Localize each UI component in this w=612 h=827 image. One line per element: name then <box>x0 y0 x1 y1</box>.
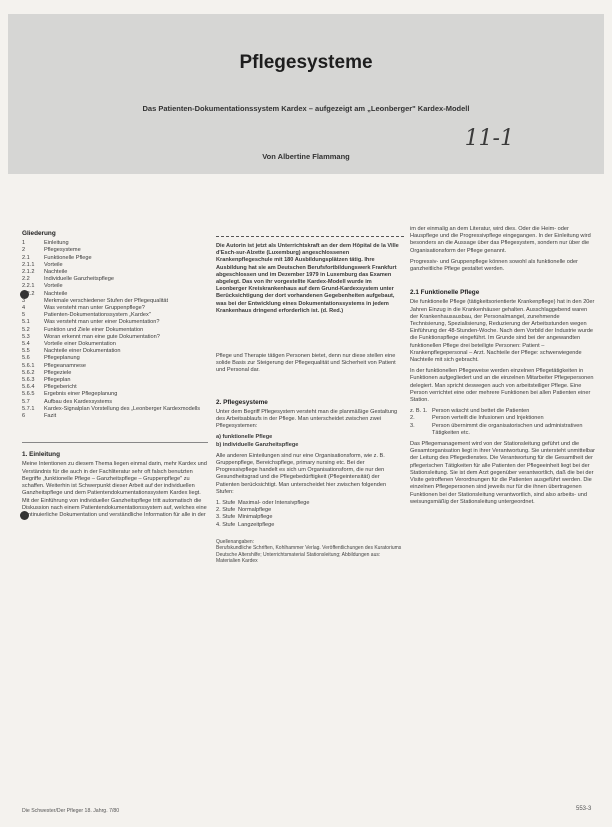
pflegesystem-type: a) funktionelle Pflege <box>216 434 273 441</box>
toc-item-number: 5.1 <box>22 319 30 326</box>
toc-item-number: 2.2 <box>22 276 30 283</box>
toc-item <box>22 327 208 334</box>
stufe-item <box>216 500 404 507</box>
stufe-item-text: Normalpflege <box>238 507 272 514</box>
toc-item <box>22 399 208 406</box>
toc-item-text: Pflegebericht <box>44 384 77 391</box>
stufen-list <box>216 500 404 529</box>
toc-item <box>22 348 208 355</box>
toc-item-text: Pflegesysteme <box>44 247 81 254</box>
handwritten-note: 11-1 <box>464 126 514 151</box>
toc-item-number: 5.6.4 <box>22 384 35 391</box>
toc-item <box>22 291 208 298</box>
toc-item <box>22 391 208 398</box>
col3-text: Die funktionelle Pflege (tätigkeitsorientierte Krankenpflege) hat in den 20er Jahren Einzug in die Krankenhäuser gehalten. Ausschlaggebend waren der Krankenhausausbau, der Personalmangel, zunehmende Technisierung, Spezialisierung, Reduzierung der Arbeitsstunden wegen Einführung der 48-Stunden-Woche. Nach dem Vorbild der Industrie wurde die Funktionspflege eingeführt. Im Grunde sind bei der angewandten funktionellen Pflege drei beteiligte Personen: Patient – Krankenpflegepersonal – Arzt. Nachteile der Pflege: schwerwiegende Nachteile mit sich gebracht. <box>410 299 595 364</box>
person-item <box>410 408 596 415</box>
footer-page-number: 553-3 <box>576 806 592 812</box>
toc-item-number: 2.1 <box>22 254 30 261</box>
col3-list <box>410 408 596 437</box>
toc-item-text: Patienten-Dokumentationssystem „Kardex" <box>44 312 151 319</box>
toc-item-text: Funktion und Ziele einer Dokumentation <box>44 326 144 333</box>
toc-item-text: Vorteile <box>44 283 63 290</box>
toc-item-text: Funktionelle Pflege <box>44 254 92 261</box>
dashed-divider <box>216 236 404 237</box>
section-heading-pflegesysteme: 2. Pflegesysteme <box>216 398 268 406</box>
toc-item-text: Vorteile einer Dokumentation <box>44 341 116 348</box>
toc-item-text: Pflegeziele <box>44 369 72 376</box>
pflegesysteme-text: Alle anderen Einteilungen sind nur eine Organisationsform, wie z. B. Gruppenpflege, Bereichspflege, primary nursing etc. Bei der Progressivpflege handelt es sich um Organisationsform, die nur den Gesundheitsgrad und die Pflegebedürftigkeit (Pflegeintensität) der Patienten berücksichtigt. Man unterscheidet hier zwischen folgenden Stufen: <box>216 452 387 495</box>
divider <box>22 442 208 443</box>
toc-item <box>22 269 208 276</box>
footnote-text: Berufskundliche Schriften, Kohlhammer Verlag. Veröffentlichungen des Kuratoriums Deutsche Altershilfe; Unterrichtsmaterial Stationsleitung; Abbildungen aus: Materialien Kardex <box>216 545 402 565</box>
editor-note: Die Autorin ist jetzt als Unterrichtskraft an der dem Hôpital de la Ville d'Esch-sur-Alzette (Luxemburg) angeschlossenen Krankenpflegeschule mit 180 Ausbildungsplätzen tätig. Ihre Ausbildung hat sie am Deutschen Berufsfortbildungswerk Frankfurt abgeschlossen und im Dezember 1979 in Luxemburg das Examen abgelegt. Das von ihr vorgestellte Kardex-Modell wurde im Leonberger Kreiskrankenhaus auf dem Grund-Kardexsystem unter Berücksichtigung der dort vorhandenen Gegebenheiten aufgebaut, was bei der Entwicklung eines Dokumentationssystems in jedem Krankenhaus dringend erforderlich ist. (d. Red.) <box>216 243 399 314</box>
toc-item-number: 5.5 <box>22 348 30 355</box>
toc-item-text: Pflegeanamnese <box>44 362 86 369</box>
section-heading-einleitung: 1. Einleitung <box>22 451 60 459</box>
toc-item <box>22 413 208 420</box>
toc-item-text: Aufbau des Kardexsystems <box>44 398 113 405</box>
toc-item-text: Kardex-Signalplan Vorstellung des „Leonberger Kardexmodells <box>44 405 201 412</box>
stufe-item-number: 1. Stufe <box>216 500 236 507</box>
toc-item-number: 2.2.1 <box>22 283 35 290</box>
toc-item-number: 6 <box>22 413 26 420</box>
column-left <box>22 226 208 523</box>
toc-item-text: Pflegeplanung <box>44 355 80 362</box>
toc-item-number: 5.6.3 <box>22 377 35 384</box>
person-item-text: Person verteilt die Infusionen und Injektionen <box>432 415 544 422</box>
stufe-item-number: 4. Stufe <box>216 521 236 528</box>
toc-item-text: Pflegeplan <box>44 377 71 384</box>
toc-item-number: 5.6.5 <box>22 391 35 398</box>
toc-item <box>22 406 208 413</box>
toc-item-text: Vorteile <box>44 261 63 268</box>
toc-item-number: 5.7 <box>22 398 30 405</box>
toc-item-number: 5 <box>22 312 26 319</box>
toc-item-text: Einleitung <box>44 240 69 247</box>
toc-item <box>22 255 208 262</box>
section-heading-funktionelle-pflege: 2.1 Funktionelle Pflege <box>410 289 480 297</box>
toc-item-number: 1 <box>22 240 26 247</box>
footer-journal: Die Schwester/Der Pfleger 18. Jahrg. 7/80 <box>22 808 120 814</box>
col3-intro2: Progressiv- und Gruppenpflege können sowohl als funktionelle oder ganzheitliche Pflege gestaltet werden. <box>410 258 578 273</box>
toc-item-number: 5.7.1 <box>22 405 35 412</box>
col3-text2: In der funktionellen Pflegeweise werden einzelnen Pflegetätigkeiten in Funktionen aufgegliedert und an die einzelnen Mitarbeiter Pflegepersonen delegiert. Man spricht deswegen auch von arbeitsteiliger Pflege. Eine Person verrichtet eine oder mehrere Funktionen bei allen Patienten einer Station. <box>410 368 594 404</box>
stufe-item-number: 2. Stufe <box>216 507 236 514</box>
toc-item-number: 4 <box>22 305 26 312</box>
toc-item <box>22 384 208 391</box>
toc-item <box>22 355 208 362</box>
col3-intro: im der einmalig an dem Literatur, wird dies. Oder die Heim- oder Hauspflege und die Progressivpflege eingegangen. In der Einleitung wird besonders an die Aussage über das Pflegesystem, sondern nur über die Organisationsform der Pflege genannt. <box>410 226 591 254</box>
toc-item-number: 2.1.2 <box>22 269 35 276</box>
person-item-text: Person wäscht und bettet die Patienten <box>432 408 530 415</box>
toc-item-number: 2.2.2 <box>22 290 35 297</box>
stufe-item-text: Langzeitpflege <box>238 521 275 528</box>
toc-item-text: Nachteile <box>44 269 68 276</box>
toc-item <box>22 276 208 283</box>
stufe-item-text: Minimalpflege <box>238 514 273 521</box>
toc-item <box>22 341 208 348</box>
toc-item <box>22 262 208 269</box>
toc-item-text: Was versteht man unter einer Dokumentation? <box>44 319 160 326</box>
pflegesysteme-intro: Unter dem Begriff Pflegesystem versteht man die planmäßige Gestaltung des Arbeitsablaufs in der Pflege. Man unterscheidet zwischen zwei Pflegesystemen: <box>216 408 398 430</box>
person-item <box>410 415 596 422</box>
toc-heading: Gliederung <box>22 230 56 237</box>
stufe-item <box>216 507 404 514</box>
stufe-item-number: 3. Stufe <box>216 514 236 521</box>
page-subtitle: Das Patienten-Dokumentationssystem Kardex – aufgezeigt am „Leonberger" Kardex-Modell <box>142 104 470 113</box>
toc-item-number: 5.4 <box>22 341 30 348</box>
toc-item-text: Was versteht man unter Gruppenpflege? <box>44 305 145 312</box>
toc-item-number: 5.6.2 <box>22 369 35 376</box>
toc-list <box>22 240 208 420</box>
stufe-item <box>216 514 404 521</box>
toc-item <box>22 298 208 305</box>
person-item-number: 2. <box>410 415 415 422</box>
stufe-item-text: Maximal- oder Intensivpflege <box>238 500 310 507</box>
stufe-item <box>216 522 404 529</box>
einleitung-text: Meine Intentionen zu diesem Thema liegen einmal darin, mehr Kardex und Verständnis für die auch in der Fachliteratur sehr oft falsch benutzten Begriffe „funktionelle Pflege – Ganzheitspflege – Gruppenpflege" zu schaffen. Weiterhin ist Schwerpunkt dieser Arbeit auf der individuellen Ganzheitspflege und dem Patientendokumentationssystem Kardex liegt. Mit der Einführung von individueller Ganzheitspflege tritt automatisch die Diskussion nach einem Patientendokumentationssystem auf, welches eine kontinuierliche Dokumentation und verständliche Information für alle in der <box>22 461 207 518</box>
toc-item <box>22 305 208 312</box>
toc-item <box>22 377 208 384</box>
toc-item-text: Woran erkennt man eine gute Dokumentation? <box>44 333 160 340</box>
col2-intro: Pflege und Therapie tätigen Personen bietet, denn nur diese stellen eine solide Basis zur Steigerung der Pflegequalität und Sicherheit von Patient und Personal dar. <box>216 353 396 374</box>
pflegesystem-type: b) individuelle Ganzheitspflege <box>216 441 299 448</box>
footnote-label: Quellenangaben: <box>216 538 255 545</box>
toc-item-number: 2 <box>22 247 26 254</box>
toc-item-number: 5.6 <box>22 355 30 362</box>
toc-item <box>22 334 208 341</box>
toc-item <box>22 240 208 247</box>
toc-item <box>22 247 208 254</box>
toc-item-text: Nachteile <box>44 290 68 297</box>
toc-item-text: Nachteile einer Dokumentation <box>44 348 121 355</box>
page-title: Pflegesysteme <box>239 52 373 73</box>
header-banner <box>8 14 604 174</box>
person-item <box>410 423 596 437</box>
toc-item-number: 5.6.1 <box>22 362 35 369</box>
toc-item-text: Merkmale verschiedener Stufen der Pflegequalität <box>44 297 169 304</box>
toc-item <box>22 312 208 319</box>
column-middle <box>216 236 404 565</box>
toc-item <box>22 319 208 326</box>
column-right <box>410 226 596 510</box>
toc-item-number: 2.1.1 <box>22 261 35 268</box>
person-item-number: z. B. 1. <box>410 408 428 415</box>
person-item-number: 3. <box>410 422 415 429</box>
toc-item-number: 3 <box>22 297 26 304</box>
person-item-text: Person übernimmt die organisatorischen und administrativen Tätigkeiten etc. <box>432 422 583 436</box>
toc-item-text: Individuelle Ganzheitspflege <box>44 276 114 283</box>
toc-item-number: 5.3 <box>22 333 30 340</box>
toc-item <box>22 283 208 290</box>
toc-item <box>22 370 208 377</box>
toc-item-text: Ergebnis einer Pflegeplanung <box>44 391 118 398</box>
author-line: Von Albertine Flammang <box>262 152 350 161</box>
toc-item-text: Fazit <box>44 413 57 420</box>
toc-item <box>22 363 208 370</box>
toc-item-number: 5.2 <box>22 326 30 333</box>
col3-text3: Das Pflegemanagement wird von der Stationsleitung geführt und die Gesamtorganisation liegt in ihrer Verantwortung. Sie untersteht unmittelbar der Leitung des Pflegedienstes. Die Verantwortung für die Gesamtheit der pflegerischen Tätigkeiten für alle Patienten der Pflegeeinheit liegt bei der Stationsleitung. Sie ist dem Arzt gegenüber verantwortlich, daß die bei der Visite getroffenen Verordnungen für die Patienten ausgeführt werden. Die einzelnen Pflegepersonen sind jeweils nur für die ihnen übertragenen Funktionen bei der Stationsleitung verantwortlich, sind also arbeits- und weisungsmäßig der Stationsleitung untergeordnet. <box>410 441 596 505</box>
